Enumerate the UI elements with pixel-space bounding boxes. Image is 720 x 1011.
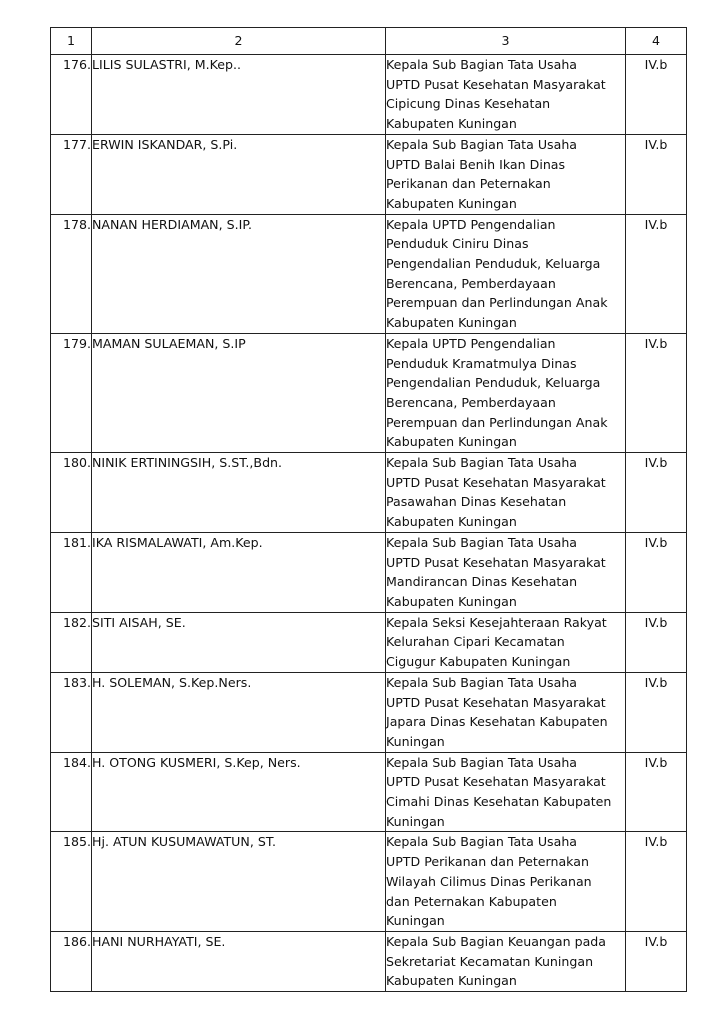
position-line: Kepala Sub Bagian Tata Usaha — [386, 136, 578, 152]
position-line: Wilayah Cilimus Dinas Perikanan — [386, 873, 592, 889]
table-row — [51, 931, 687, 991]
position-line: Berencana, Pemberdayaan — [386, 394, 556, 410]
position-cell — [386, 931, 626, 991]
person-name: SITI AISAH, SE. — [92, 612, 386, 672]
position-line: Japara Dinas Kesehatan Kabupaten — [386, 714, 608, 730]
grade-cell: IV.b — [626, 752, 687, 832]
position-line: Berencana, Pemberdayaan — [386, 275, 556, 291]
position-line: Pengendalian Penduduk, Keluarga — [386, 375, 601, 391]
person-name: MAMAN SULAEMAN, S.IP — [92, 333, 386, 452]
row-number: 181. — [51, 532, 92, 612]
person-name: ERWIN ISKANDAR, S.Pi. — [92, 134, 386, 214]
row-number: 176. — [51, 55, 92, 135]
table-row — [51, 55, 687, 135]
grade-cell: IV.b — [626, 672, 687, 752]
grade-cell: IV.b — [626, 931, 687, 991]
position-line: Cipicung Dinas Kesehatan — [386, 96, 551, 112]
position-line: Kabupaten Kuningan — [386, 315, 517, 331]
position-line: Sekretariat Kecamatan Kuningan — [386, 953, 594, 969]
position-cell — [386, 532, 626, 612]
position-cell — [386, 214, 626, 333]
table-row — [51, 134, 687, 214]
position-line: Penduduk Ciniru Dinas — [386, 236, 529, 252]
position-line: Mandirancan Dinas Kesehatan — [386, 574, 578, 590]
position-line: Kabupaten Kuningan — [386, 973, 517, 989]
position-line: Kepala Sub Bagian Keuangan pada — [386, 933, 607, 949]
position-line: Perempuan dan Perlindungan Anak — [386, 295, 608, 311]
position-line: UPTD Perikanan dan Peternakan — [386, 854, 589, 870]
position-cell — [386, 612, 626, 672]
position-line: dan Peternakan Kabupaten — [386, 893, 557, 909]
position-line: Kabupaten Kuningan — [386, 116, 517, 132]
position-line: UPTD Pusat Kesehatan Masyarakat — [386, 474, 606, 490]
position-line: Kabupaten Kuningan — [386, 434, 517, 450]
grade-cell: IV.b — [626, 214, 687, 333]
position-line: Kabupaten Kuningan — [386, 514, 517, 530]
header-col-4: 4 — [626, 28, 687, 55]
table-row — [51, 832, 687, 932]
table-row — [51, 672, 687, 752]
position-line: UPTD Pusat Kesehatan Masyarakat — [386, 76, 606, 92]
grade-cell: IV.b — [626, 333, 687, 452]
table-row — [51, 214, 687, 333]
position-line: Kepala Sub Bagian Tata Usaha — [386, 534, 578, 550]
position-cell — [386, 333, 626, 452]
header-col-3: 3 — [386, 28, 626, 55]
table-body — [51, 55, 687, 992]
position-cell — [386, 55, 626, 135]
table-row — [51, 752, 687, 832]
row-number: 182. — [51, 612, 92, 672]
header-row — [51, 28, 687, 55]
position-line: Cigugur Kabupaten Kuningan — [386, 654, 571, 670]
grade-cell: IV.b — [626, 55, 687, 135]
person-name: Hj. ATUN KUSUMAWATUN, ST. — [92, 832, 386, 932]
row-number: 178. — [51, 214, 92, 333]
table-row — [51, 612, 687, 672]
person-name: NINIK ERTININGSIH, S.ST.,Bdn. — [92, 453, 386, 533]
position-line: UPTD Pusat Kesehatan Masyarakat — [386, 554, 606, 570]
table-row — [51, 453, 687, 533]
header-col-2: 2 — [92, 28, 386, 55]
person-name: H. SOLEMAN, S.Kep.Ners. — [92, 672, 386, 752]
position-line: Kepala Sub Bagian Tata Usaha — [386, 57, 578, 72]
position-line: Kepala Seksi Kesejahteraan Rakyat — [386, 614, 607, 630]
table-row — [51, 532, 687, 612]
position-cell — [386, 752, 626, 832]
person-name: H. OTONG KUSMERI, S.Kep, Ners. — [92, 752, 386, 832]
position-line: Kepala Sub Bagian Tata Usaha — [386, 754, 578, 770]
position-line: Perikanan dan Peternakan — [386, 176, 551, 192]
table-header — [51, 28, 687, 55]
position-cell — [386, 672, 626, 752]
grade-cell: IV.b — [626, 453, 687, 533]
person-name: IKA RISMALAWATI, Am.Kep. — [92, 532, 386, 612]
header-col-1: 1 — [51, 28, 92, 55]
position-cell — [386, 453, 626, 533]
position-line: Penduduk Kramatmulya Dinas — [386, 355, 577, 371]
grade-cell: IV.b — [626, 832, 687, 932]
position-line: UPTD Balai Benih Ikan Dinas — [386, 156, 566, 172]
position-cell — [386, 832, 626, 932]
position-line: Kuningan — [386, 913, 445, 929]
position-line: Kabupaten Kuningan — [386, 195, 517, 211]
row-number: 179. — [51, 333, 92, 452]
position-line: Kabupaten Kuningan — [386, 593, 517, 609]
grade-cell: IV.b — [626, 134, 687, 214]
row-number: 183. — [51, 672, 92, 752]
person-name: HANI NURHAYATI, SE. — [92, 931, 386, 991]
position-line: Perempuan dan Perlindungan Anak — [386, 414, 608, 430]
position-line: UPTD Pusat Kesehatan Masyarakat — [386, 774, 606, 790]
position-line: Cimahi Dinas Kesehatan Kabupaten — [386, 794, 612, 810]
position-line: Kepala Sub Bagian Tata Usaha — [386, 674, 578, 690]
position-cell — [386, 134, 626, 214]
position-line: Pasawahan Dinas Kesehatan — [386, 494, 567, 510]
position-line: Kepala UPTD Pengendalian — [386, 216, 556, 232]
grade-cell: IV.b — [626, 612, 687, 672]
table-row — [51, 333, 687, 452]
grade-cell: IV.b — [626, 532, 687, 612]
person-name: LILIS SULASTRI, M.Kep.. — [92, 55, 386, 135]
row-number: 185. — [51, 832, 92, 932]
row-number: 184. — [51, 752, 92, 832]
row-number: 186. — [51, 931, 92, 991]
row-number: 177. — [51, 134, 92, 214]
officials-table — [50, 27, 687, 992]
position-line: Kuningan — [386, 733, 445, 749]
position-line: Kepala UPTD Pengendalian — [386, 335, 556, 351]
position-line: Kelurahan Cipari Kecamatan — [386, 634, 565, 650]
position-line: Kepala Sub Bagian Tata Usaha — [386, 455, 578, 471]
position-line: Kuningan — [386, 813, 445, 829]
position-line: Pengendalian Penduduk, Keluarga — [386, 256, 601, 272]
row-number: 180. — [51, 453, 92, 533]
position-line: UPTD Pusat Kesehatan Masyarakat — [386, 694, 606, 710]
person-name: NANAN HERDIAMAN, S.IP. — [92, 214, 386, 333]
position-line: Kepala Sub Bagian Tata Usaha — [386, 834, 578, 850]
